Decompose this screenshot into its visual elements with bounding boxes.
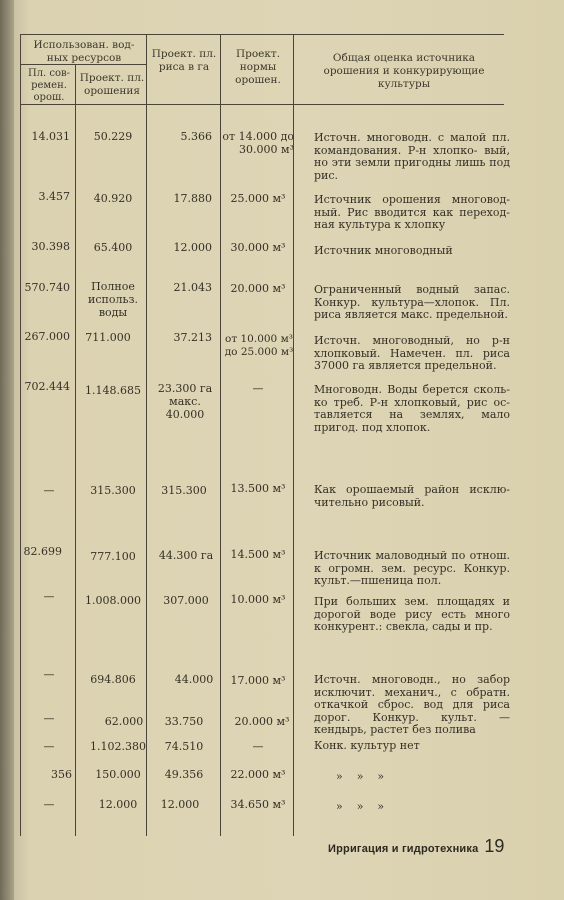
binding-shadow	[0, 0, 14, 900]
cell-project-area: 1.102.380	[90, 740, 146, 753]
page-number: 19	[484, 836, 505, 856]
cell-rice-area: 33.750	[164, 715, 204, 728]
cell-current-area: —	[43, 668, 55, 681]
cell-rice-area: 44.000	[174, 673, 214, 686]
cell-current-area: —	[43, 484, 55, 497]
cell-assessment: Ограниченный водный запас. Конкур. культура—хлопок. Пл. риса является макс. предельной.	[314, 283, 510, 321]
cell-norm: —	[252, 382, 264, 395]
cell-current-area: 570.740	[24, 281, 70, 294]
cell-project-area: 694.806	[90, 673, 136, 686]
header-project-rice: Проект. пл. риса в га	[151, 48, 217, 73]
header-project-norms: Проект. нормы орошен.	[235, 48, 281, 86]
cell-current-area: 82.699	[23, 545, 62, 558]
cell-norm: 17.000 м³	[230, 674, 286, 687]
cell-norm: 10.000 м³	[230, 593, 286, 606]
cell-project-area: 315.300	[90, 484, 136, 497]
cell-rice-area: 315.300	[161, 484, 207, 497]
cell-rice-area: 21.043	[173, 281, 212, 294]
cell-current-area: 356	[51, 768, 72, 781]
cell-assessment: » » »	[336, 800, 385, 813]
cell-project-area: 65.400	[93, 241, 133, 254]
header-assessment: Общая оценка источника орошения и конкурирующие культуры	[323, 52, 485, 90]
cell-rice-area: 12.000	[173, 241, 212, 254]
cell-rice-area: 49.356	[164, 768, 204, 781]
cell-rice-area: 307.000	[163, 594, 209, 607]
cell-project-area: 1.008.000	[85, 594, 141, 607]
cell-assessment: Источник маловодный по отнош. к огромн. зем. ресурс. Конкур. культ.—пшеница пол.	[314, 549, 510, 587]
cell-rice-area: 44.300 га	[158, 549, 214, 562]
header-current-irrigation: Пл. сов- ремен. орош.	[27, 68, 71, 103]
cell-project-area: 1.148.685	[85, 384, 141, 397]
header-project-irrigation: Проект. пл. орошения	[79, 72, 145, 97]
cell-norm: 34.650 м³	[230, 798, 286, 811]
cell-assessment: Источн. многоводн. с малой пл. командования. Р-н хлопко- вый, но эти земли пригодны лишь под рис.	[314, 131, 510, 182]
cell-rice-area: 12.000	[160, 798, 200, 811]
cell-norm: —	[252, 740, 264, 753]
cell-current-area: 3.457	[38, 190, 70, 203]
cell-rice-area: 5.366	[180, 130, 212, 143]
cell-norm: 25.000 м³	[230, 192, 286, 205]
cell-current-area: 14.031	[31, 130, 70, 143]
cell-project-area: 777.100	[90, 550, 136, 563]
cell-project-area: 62.000	[104, 715, 144, 728]
journal-title: Ирригация и гидротехника	[328, 843, 479, 855]
cell-current-area: 267.000	[24, 330, 70, 343]
cell-assessment: Конк. культур нет	[314, 739, 420, 752]
cell-project-area: 50.229	[93, 130, 133, 143]
cell-norm: 20.000 м³	[230, 282, 286, 295]
page-footer	[328, 836, 504, 857]
column-divider	[220, 34, 221, 836]
cell-norm: 22.000 м³	[230, 768, 286, 781]
cell-current-area: —	[43, 798, 55, 811]
cell-current-area: —	[43, 740, 55, 753]
cell-current-area: —	[43, 712, 55, 725]
cell-norm: от 14.000 до 30.000 м³	[222, 130, 294, 156]
table-top-rule	[20, 34, 504, 35]
cell-norm: от 10.000 м³ до 25.000 м³	[224, 333, 294, 358]
cell-norm: 20.000 м³	[234, 715, 290, 728]
cell-rice-area: 37.213	[173, 331, 212, 344]
cell-assessment: Источник орошения многовод- ный. Рис вводится как переход- ная культура к хлопку	[314, 193, 510, 231]
cell-current-area: —	[43, 590, 55, 603]
cell-project-area: Полное использ. воды	[88, 280, 138, 319]
cell-rice-area: 74.510	[164, 740, 204, 753]
cell-project-area: 150.000	[95, 768, 141, 781]
cell-project-area: 711.000	[85, 331, 131, 344]
cell-project-area: 40.920	[93, 192, 133, 205]
cell-norm: 30.000 м³	[230, 241, 286, 254]
cell-assessment: Источн. многоводный, но р-н хлопковый. Намечен. пл. риса 37000 га является предельной.	[314, 334, 510, 372]
cell-rice-area: 17.880	[173, 192, 212, 205]
cell-assessment: Источн. многоводн., но забор исключит. механич., с обратн. откачкой сброс. вод для риса дорог. Конкур. культ. — кендырь, растет без полива	[314, 673, 510, 736]
table-border	[20, 34, 21, 836]
cell-rice-area: 23.300 га макс. 40.000	[157, 382, 213, 421]
cell-assessment: » » »	[336, 770, 385, 783]
header-bottom-rule	[20, 104, 504, 105]
cell-norm: 14.500 м³	[230, 548, 286, 561]
cell-current-area: 30.398	[31, 240, 70, 253]
cell-assessment: При больших зем. площадях и дорогой воде рису есть много конкурент.: свекла, сады и пр.	[314, 595, 510, 633]
cell-assessment: Многоводн. Воды берется сколь- ко треб. Р-н хлопковый, рис ос- тавляется на землях, мало пригод. под хлопок.	[314, 383, 510, 434]
cell-assessment: Как орошаемый район исклю- чительно рисовый.	[314, 483, 510, 509]
cell-current-area: 702.444	[24, 380, 70, 393]
cell-assessment: Источник многоводный	[314, 244, 453, 257]
cell-norm: 13.500 м³	[230, 482, 286, 495]
cell-project-area: 12.000	[98, 798, 138, 811]
header-used-resources: Использован. вод- ных ресурсов	[33, 39, 135, 64]
